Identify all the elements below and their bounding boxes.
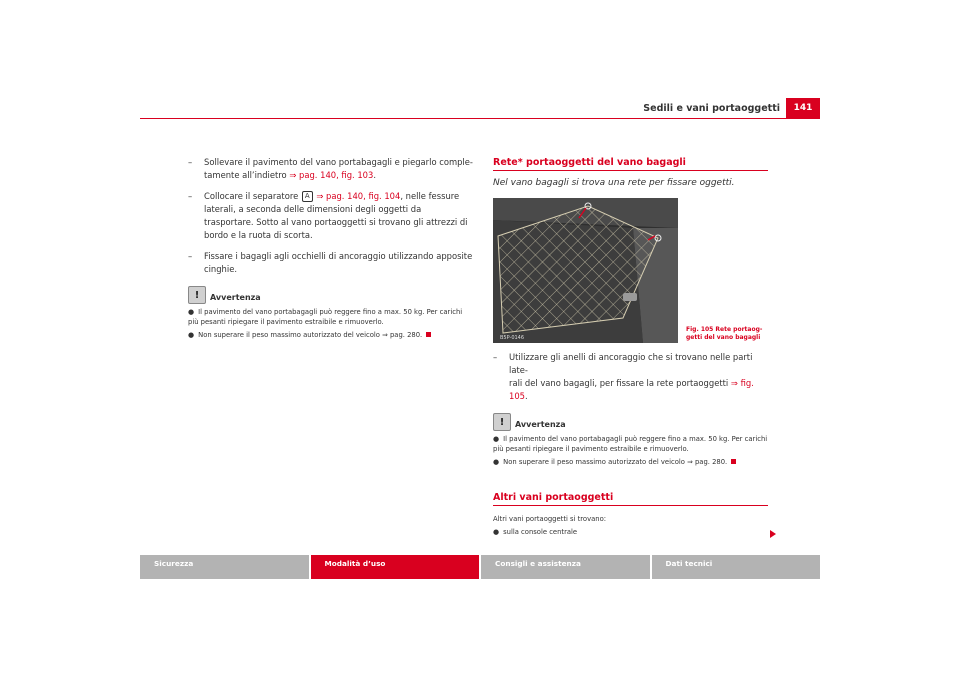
warning-item: ● Il pavimento del vano portabagagli può reggere fino a max. 50 kg. Per carichi più pesanti ripiegare il pavimento estraibile e rimuoverlo. bbox=[493, 435, 768, 453]
tab-consigli-e-assistenza[interactable]: Consigli e assistenza bbox=[481, 555, 650, 579]
warning-item: ● Il pavimento del vano portabagagli può reggere fino a max. 50 kg. Per carichi più pesanti ripiegare il pavimento estraibile e rimuoverlo. bbox=[188, 308, 463, 326]
section-title: Rete* portaoggetti del vano bagagli bbox=[493, 156, 768, 171]
section-intro: Altri vani portaoggetti si trovano: bbox=[493, 515, 607, 523]
warning-title: Avvertenza bbox=[210, 293, 261, 302]
tab-dati-tecnici[interactable]: Dati tecnici bbox=[652, 555, 821, 579]
section-title: Altri vani portaoggetti bbox=[493, 491, 768, 506]
cargo-net-figure bbox=[493, 198, 678, 343]
list-item: ● sulla console centrale bbox=[493, 528, 578, 536]
warning-item: ● Non superare il peso massimo autorizzato del veicolo ⇒ pag. 280. bbox=[493, 457, 768, 467]
warning-title: Avvertenza bbox=[515, 420, 566, 429]
step-item: – Utilizzare gli anelli di ancoraggio che si trovano nelle parti late- rali del vano bagagli, per fissare la rete portaoggetti ⇒ fig. 105. bbox=[493, 352, 754, 401]
figure-caption: Fig. 105 Rete portaog- getti del vano bagagli bbox=[686, 326, 763, 341]
step-item: – Fissare i bagagli agli occhielli di ancoraggio utilizzando apposite cinghie. bbox=[188, 251, 473, 274]
right-column bbox=[493, 156, 768, 540]
header-rule bbox=[140, 118, 820, 119]
warning-icon: ! bbox=[188, 286, 206, 304]
page-reference-link[interactable]: ⇒ pag. 140, fig. 104 bbox=[313, 191, 401, 201]
warning-item: ● Non superare il peso massimo autorizzato del veicolo ⇒ pag. 280. bbox=[188, 330, 473, 340]
section-intro: Nel vano bagagli si trova una rete per fissare oggetti. bbox=[493, 178, 735, 188]
page-header-title: Sedili e vani portaoggetti bbox=[643, 103, 780, 114]
cargo-net-illustration bbox=[493, 198, 678, 343]
warning-icon: ! bbox=[493, 413, 511, 431]
section-end-mark bbox=[426, 332, 431, 337]
tab-modalita-duso[interactable]: Modalità d’uso bbox=[311, 555, 480, 579]
page-number: 141 bbox=[786, 98, 820, 118]
warning-block bbox=[188, 286, 473, 340]
figure-reference-link[interactable]: ⇒ fig. 105 bbox=[509, 378, 754, 401]
step-item: – Sollevare il pavimento del vano portabagagli e piegarlo comple- tamente all’indietro ⇒ pag. 140, fig. 103. bbox=[188, 157, 473, 180]
tab-sicurezza[interactable]: Sicurezza bbox=[140, 555, 309, 579]
next-page-arrow-icon[interactable] bbox=[770, 530, 776, 538]
step-item: – Collocare il separatore A ⇒ pag. 140, fig. 104, nelle fessure laterali, a seconda delle dimensioni degli oggetti da trasportare. Sotto al vano portaoggetti si trovano gli attrezzi di bordo e la ruota di scorta. bbox=[188, 191, 468, 240]
footer-nav bbox=[140, 555, 820, 579]
section-end-mark bbox=[731, 459, 736, 464]
separator-marker: A bbox=[302, 191, 313, 202]
left-column bbox=[188, 156, 473, 343]
warning-block bbox=[493, 413, 768, 467]
figure-code: B5P-0146 bbox=[500, 335, 525, 341]
page-reference-link[interactable]: ⇒ pag. 140, fig. 103 bbox=[289, 170, 374, 180]
